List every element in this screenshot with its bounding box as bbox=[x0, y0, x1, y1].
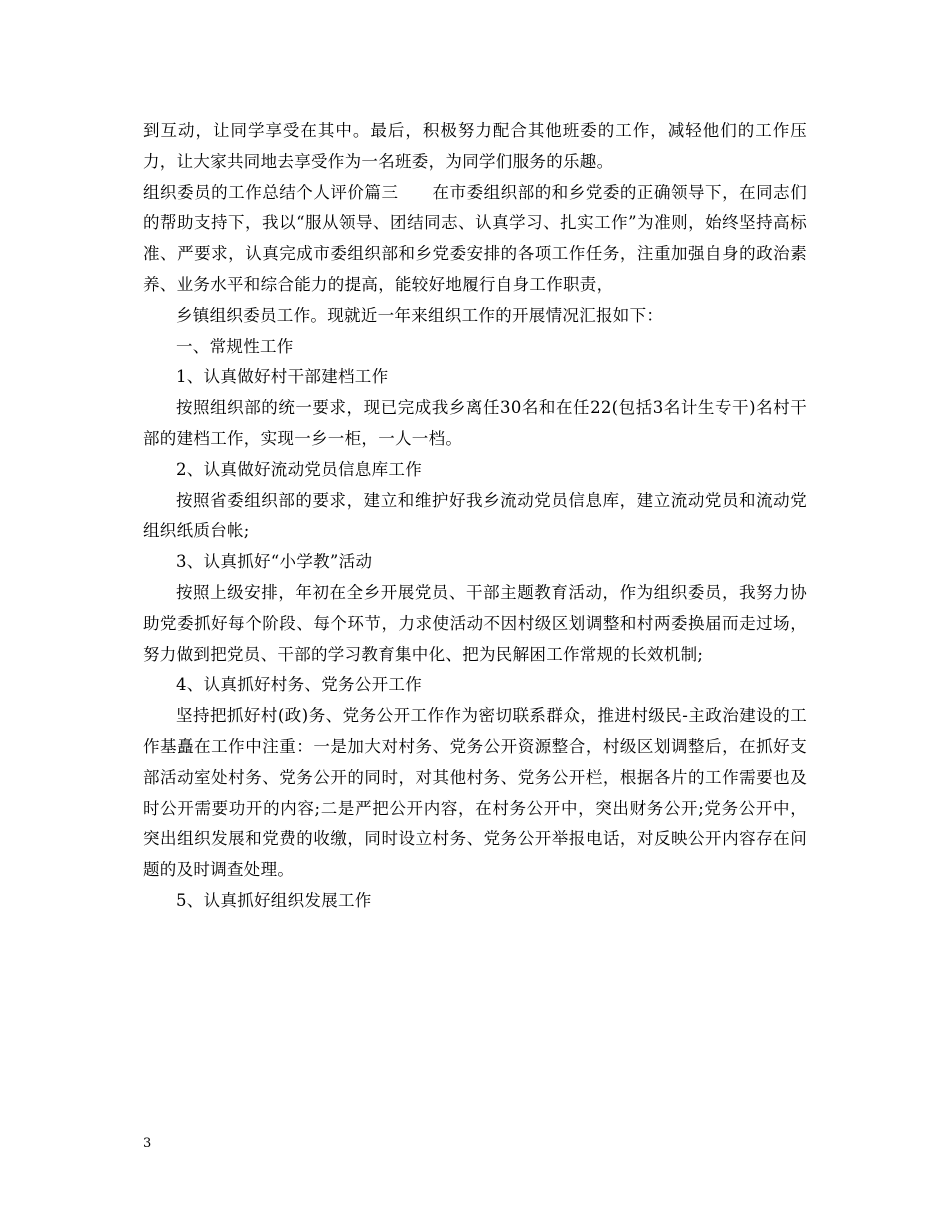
page-number: 3 bbox=[143, 1136, 152, 1151]
sub-heading: 3、认真抓好“小学教”活动 bbox=[176, 552, 373, 572]
sub-heading: 2、认真做好流动党员信息库工作 bbox=[176, 459, 422, 479]
paragraph: 按照省委组织部的要求，建立和维护好我乡流动党员信息库，建立流动党员和流动党组织纸质台帐; bbox=[143, 490, 807, 541]
sub-heading: 5、认真抓好组织发展工作 bbox=[176, 890, 372, 910]
section-heading: 一、常规性工作 bbox=[176, 336, 294, 356]
sub-heading: 1、认真做好村干部建档工作 bbox=[176, 367, 389, 387]
section-title-paragraph: 组织委员的工作总结个人评价篇三 在市委组织部的和乡党委的正确领导下，在同志们的帮助支持下，我以“服从领导、团结同志、认真学习、扎实工作”为准则，始终坚持高标准、严要求，认真完成市委组织部和乡党委安排的各项工作任务，注重加强自身的政治素养、业务水平和综合能力的提高，能较好地履行自身工作职责， bbox=[143, 182, 807, 294]
paragraph: 乡镇组织委员工作。现就近一年来组织工作的开展情况汇报如下： bbox=[176, 305, 664, 325]
paragraph: 按照组织部的统一要求，现已完成我乡离任30名和在任22(包括3名计生专干)名村干部的建档工作，实现一乡一柜，一人一档。 bbox=[143, 398, 807, 448]
paragraph: 坚持把抓好村(政)务、党务公开工作作为密切联系群众，推进村级民-主政治建设的工作基矗在工作中注重：一是加大对村务、党务公开资源整合，村级区划调整后，在抓好支部活动室处村务、党务公开的同时，对其他村务、党务公开栏，根据各片的工作需要也及时公开需要功开的内容;二是严把公开内容，在村务公开中，突出财务公开;党务公开中，突出组织发展和党费的收缴，同时设立村务、党务公开举报电话，对反映公开内容存在问题的及时调查处理。 bbox=[143, 706, 807, 880]
paragraph: 到互动，让同学享受在其中。最后，积极努力配合其他班委的工作，减轻他们的工作压力，让大家共同地去享受作为一名班委，为同学们服务的乐趣。 bbox=[143, 121, 807, 171]
body-text bbox=[143, 116, 807, 917]
sub-heading: 4、认真抓好村务、党务公开工作 bbox=[176, 675, 422, 695]
paragraph: 按照上级安排，年初在全乡开展党员、干部主题教育活动，作为组织委员，我努力协助党委抓好每个阶段、每个环节，力求使活动不因村级区划调整和村两委换届而走过场，努力做到把党员、干部的学习教育集中化、把为民解困工作常规的长效机制; bbox=[143, 582, 807, 664]
